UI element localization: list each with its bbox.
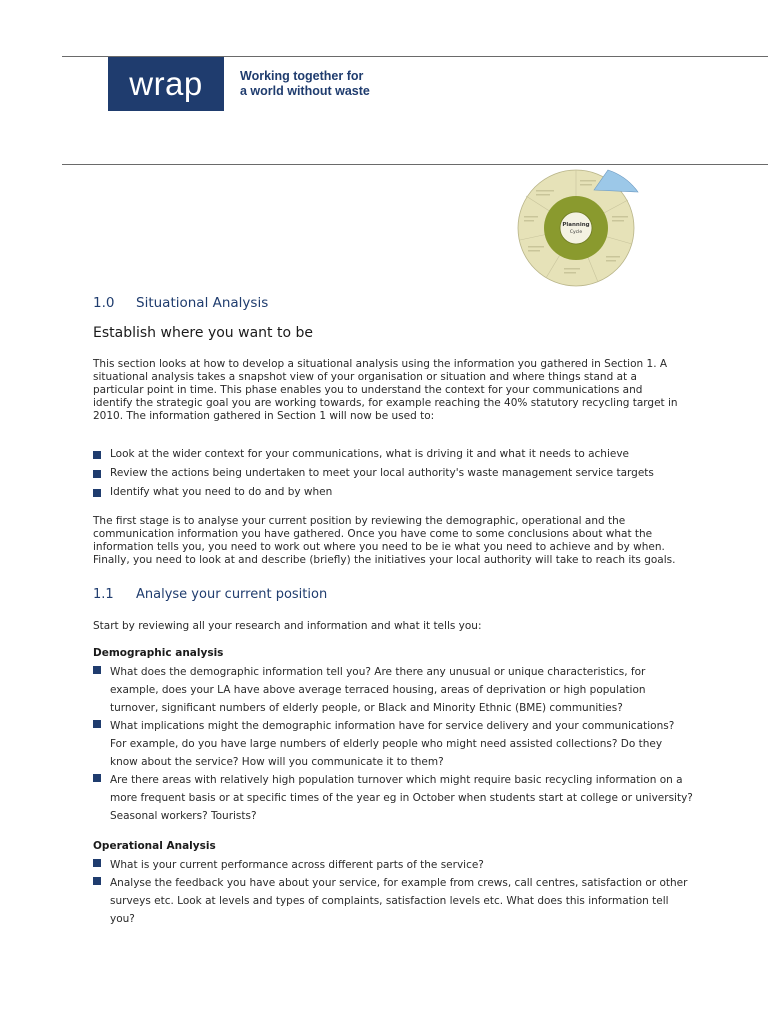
list-item: Are there areas with relatively high population turnover which might require basic recycling information on a more frequent basis or at specific times of the year eg in October when students start at college or university? Seasonal workers? Tourists? (93, 771, 693, 825)
cycle-center-label-2: Cycle (569, 230, 583, 235)
wrap-logo (108, 57, 224, 111)
section-subtitle: Establish where you want to be (93, 325, 313, 341)
planning-cycle-diagram (516, 168, 646, 288)
start-paragraph: Start by reviewing all your research and information and what it tells you: (93, 620, 482, 632)
subsection-number: 1.1 (93, 587, 114, 602)
list-item: What implications might the demographic information have for service delivery and your communications? For example, do you have large numbers of elderly people who might need assisted collections? Do they know about the service? How will you communicate it to them? (93, 717, 693, 771)
cycle-center-label-1: Planning (562, 222, 590, 228)
subsection-title: Analyse your current position (136, 587, 328, 602)
cycle-highlight-segment (594, 170, 638, 192)
section-heading (93, 295, 268, 311)
list-item: Review the actions being undertaken to meet your local authority's waste management service targets (93, 467, 693, 480)
tagline-line-1: Working together for (240, 69, 364, 83)
list-item: Analyse the feedback you have about your service, for example from crews, call centres, satisfaction or other surveys etc. Look at levels and types of complaints, satisfaction levels etc. What does this information tell you? (93, 874, 693, 928)
demographic-heading: Demographic analysis (93, 647, 224, 659)
demographic-bullet-list (93, 663, 693, 825)
tagline (240, 69, 370, 99)
operational-heading: Operational Analysis (93, 840, 216, 852)
section-number: 1.0 (93, 295, 115, 311)
bullet-square-icon (93, 451, 101, 459)
list-item: What is your current performance across different parts of the service? (93, 856, 693, 874)
bullet-square-icon (93, 720, 101, 728)
stage-paragraph: The first stage is to analyse your current position by reviewing the demographic, operational and the communication information you have gathered. Once you have come to some conclusions about what the information tells you, you need to work out where you need to be ie what you need to achieve and by when. Finally, you need to look at and describe (briefly) the initiatives your local authority will take to reach its goals. (93, 515, 676, 566)
bullet-square-icon (93, 470, 101, 478)
operational-bullet-list (93, 856, 693, 928)
bullet-square-icon (93, 489, 101, 497)
section-title: Situational Analysis (136, 295, 269, 311)
list-item: What does the demographic information tell you? Are there any unusual or unique characteristics, for example, does your LA have above average terraced housing, areas of deprivation or high population turnover, significant numbers of elderly people, or Black and Minority Ethnic (BME) communities? (93, 663, 693, 717)
bullet-square-icon (93, 774, 101, 782)
bullet-square-icon (93, 666, 101, 674)
header-rule (62, 164, 768, 165)
intro-paragraph: This section looks at how to develop a situational analysis using the information you gathered in Section 1. A situational analysis takes a snapshot view of your organisation or situation and where things stand at a particular point in time. This phase enables you to understand the context for your communications and identify the strategic goal you are working towards, for example reaching the 40% statutory recycling target in 2010. The information gathered in Section 1 will now be used to: (93, 358, 678, 422)
intro-bullet-list (93, 448, 693, 505)
bullet-square-icon (93, 877, 101, 885)
list-item: Identify what you need to do and by when (93, 486, 693, 499)
bullet-square-icon (93, 859, 101, 867)
tagline-line-2: a world without waste (240, 84, 370, 98)
cycle-center (560, 212, 592, 244)
logo-text: wrap (129, 65, 203, 102)
subsection-heading (93, 587, 327, 602)
list-item: Look at the wider context for your communications, what is driving it and what it needs to achieve (93, 448, 693, 461)
